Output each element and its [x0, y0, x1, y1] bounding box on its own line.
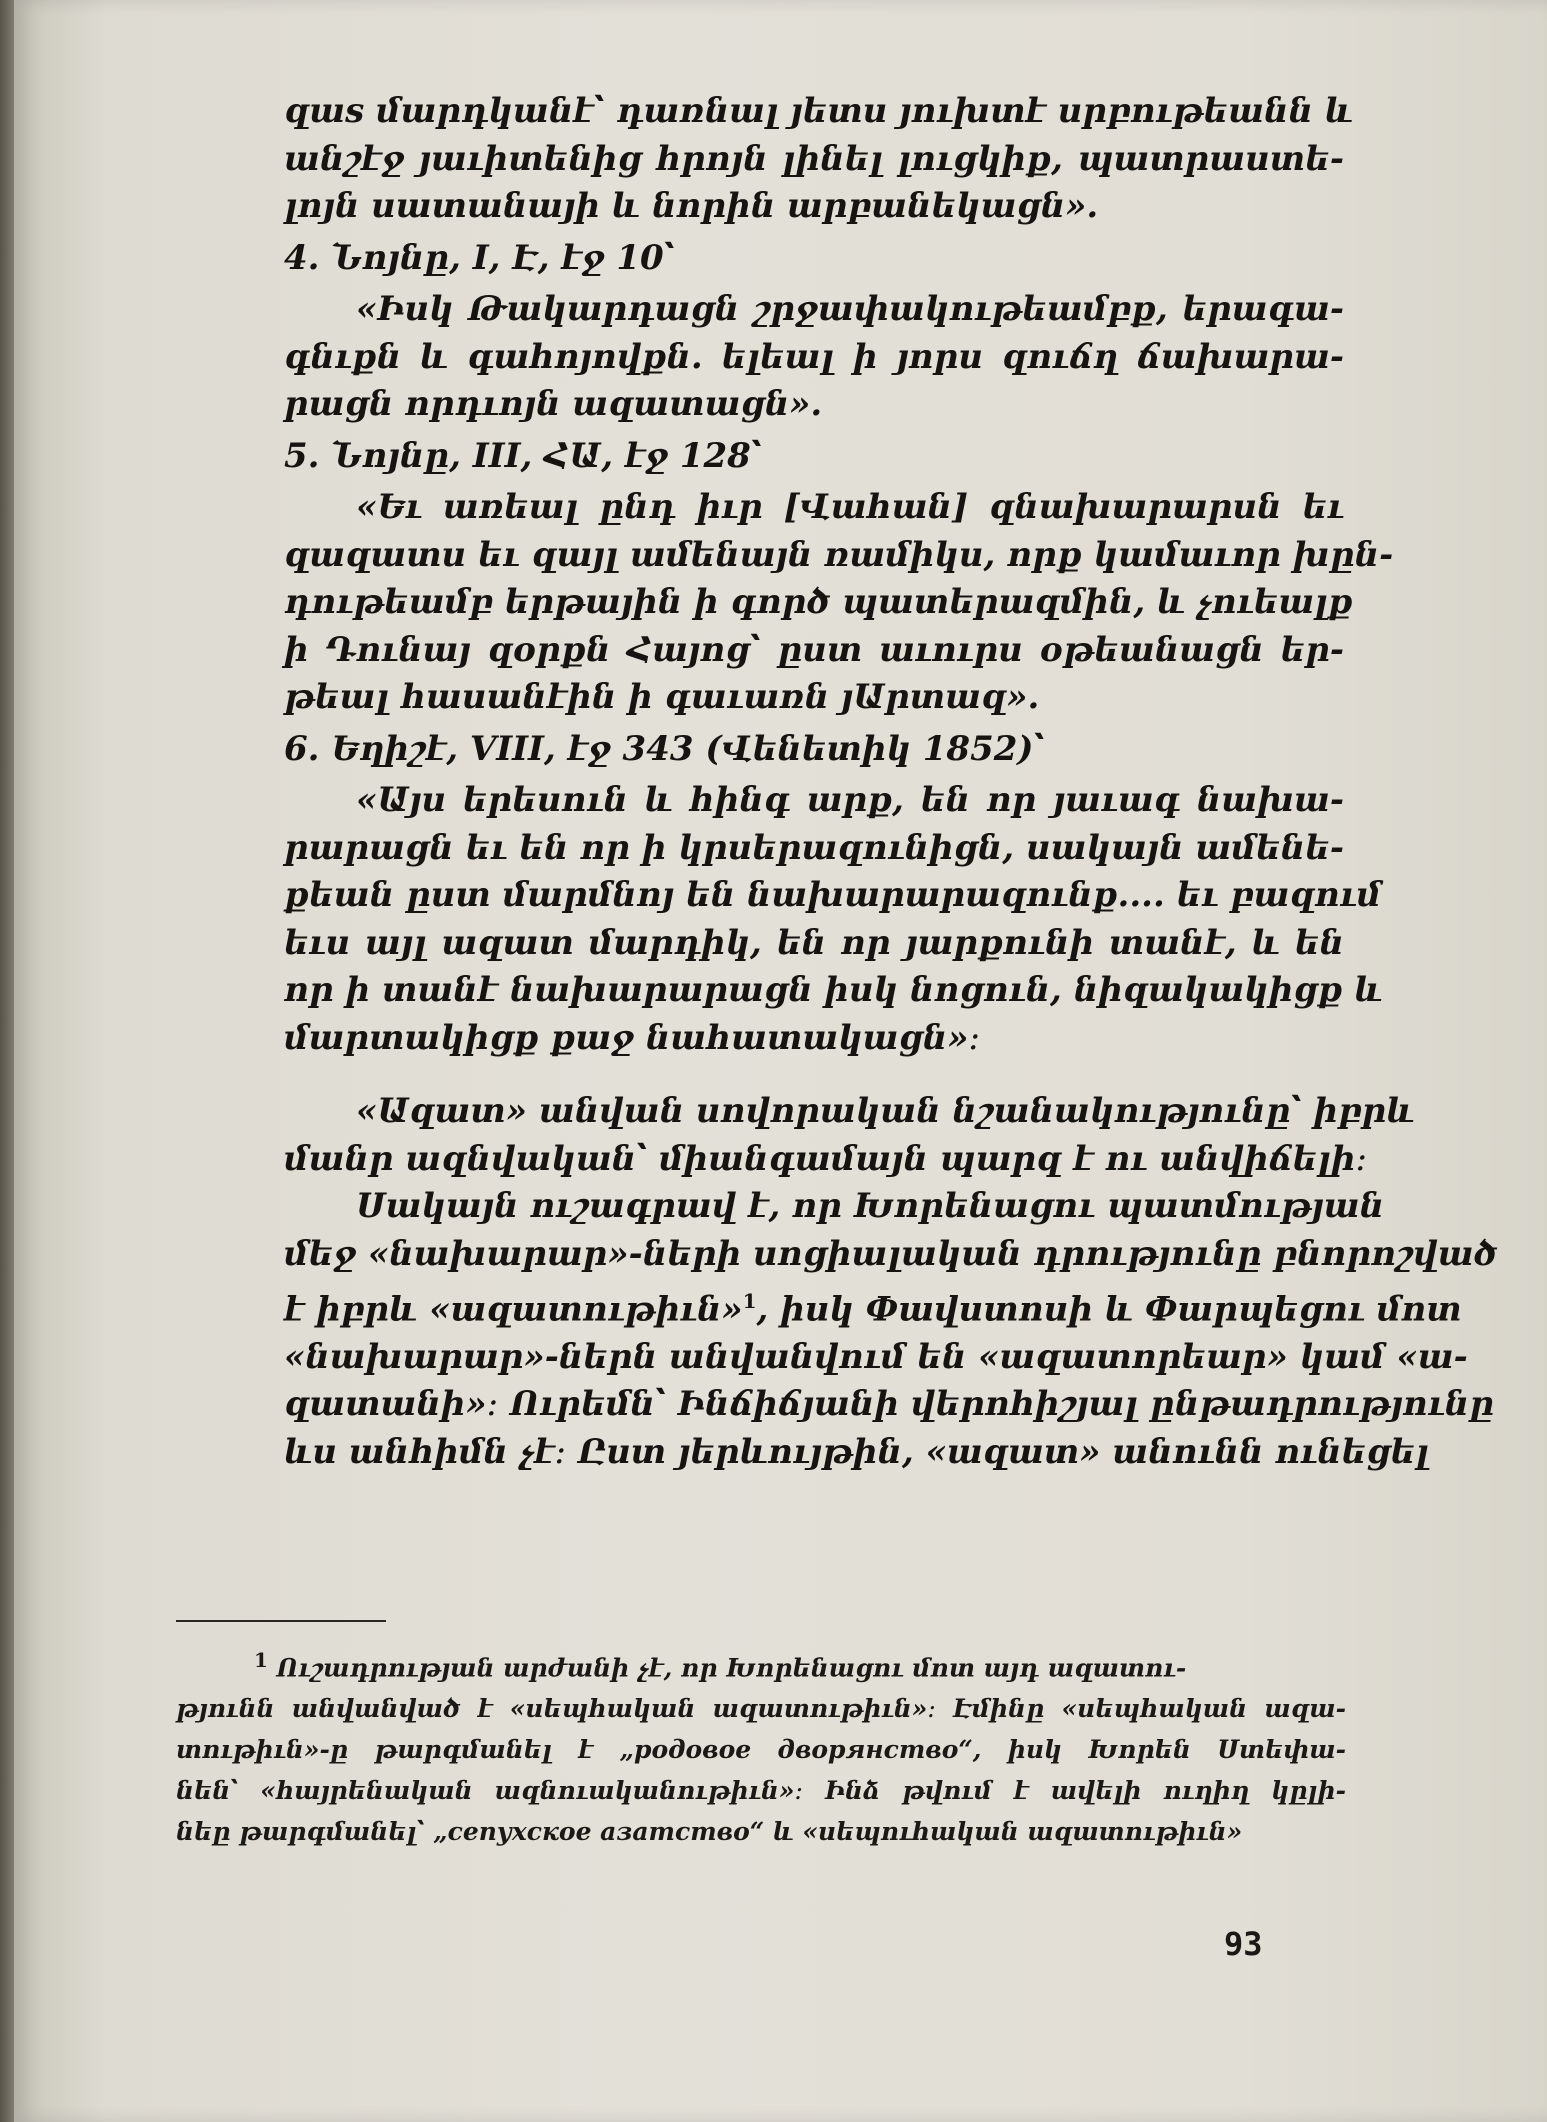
- paragraph-line: «Ազատ» անվան սովորական նշանակությունը՝ իբրև: [356, 1091, 1415, 1131]
- quote-line: որ ի տանէ նախարարացն իսկ նոցուն, նիզակակիցք և: [284, 970, 1383, 1010]
- footnote-line: նեն՝ «հայրենական ազնուականութիւն»։ Ինձ թվում է ավելի ուղիղ կըլի-: [176, 1776, 1346, 1806]
- quote-line: «Իսկ Թակարդացն շրջափակութեամբք, երագա-: [356, 289, 1344, 329]
- quote-line: «Եւ առեալ ընդ իւր [Վահան] զնախարարսն եւ: [356, 487, 1344, 527]
- text-line: զաs մարդկանէ՝ դառնալ յետս յուխտէ սրբութեանն և: [284, 91, 1354, 131]
- text-line: անշէջ յաւիտենից հրոյն լինել լուցկիք, պատրաստե-: [284, 138, 1344, 179]
- paragraph-line: մանր ազնվական՝ միանգամայն պարզ է ու անվիճելի։: [284, 1138, 1368, 1179]
- text-line: լոյն սատանայի և նորին արբանեկացն».: [284, 186, 1099, 226]
- main-text: [284, 88, 1498, 1476]
- quote-line: «Այս երեսուն և հինգ արք, են որ յաւագ նախա-: [356, 780, 1344, 820]
- citation-heading-4: 4. Նոյնը, I, Է, էջ 10՝: [284, 237, 675, 278]
- footnote-number: 1: [254, 1648, 268, 1672]
- paragraph-line: ևս անհիմն չէ։ Ըստ յերևույթին, «ազատ» անունն ունեցել: [284, 1431, 1429, 1472]
- quote-line: ի Դունայ զօրքն Հայոց՝ ըստ աւուրս օթեանացն եր-: [284, 629, 1344, 670]
- footnote-line: [176, 1640, 1346, 1688]
- paragraph-line: «նախարար»-ներն անվանվում են «ազատորեար» կամ «ա-: [284, 1336, 1468, 1377]
- quote-line: քեան ըստ մարմնոյ են նախարարազունք.... եւ բազում: [284, 875, 1382, 915]
- paragraph-line-end: , իսկ Փավստոսի և Փարպեցու մոտ: [756, 1289, 1462, 1330]
- quote-line: դութեամբ երթային ի գործ պատերազմին, և չուեալք: [284, 582, 1353, 622]
- quote-line: րացն որդւոյն ազատացն».: [284, 384, 823, 424]
- footnote-reference[interactable]: 1: [742, 1289, 757, 1313]
- quote-line: թեալ հասանէին ի գաւառն յԱրտազ».: [284, 677, 1040, 717]
- quote-line: մարտակիցք քաջ նահատակացն»։: [284, 1017, 981, 1058]
- footnote-line: նեը թարգմանել՝ „сепухское азатство“ և «սեպուհական ազատութիւն»: [176, 1817, 1243, 1847]
- paragraph-line: զատանի»։ Ուրեմն՝ Ինճիճյանի վերոհիշյալ ընթադրությունը: [284, 1384, 1495, 1425]
- footnote-line: թյունն անվանված է «սեպհական ազատութիւն»։ Էմինը «սեպհական ազա-: [176, 1694, 1346, 1724]
- quote-line: զազատս եւ զայլ ամենայն ռամիկս, որք կամաւոր խըն-: [284, 534, 1394, 575]
- section-gap: [284, 1062, 1344, 1088]
- paragraph-line-start: է իբրև «ազատութիւն»: [284, 1289, 743, 1330]
- paragraph-line: Սակայն ուշագրավ է, որ Խորենացու պատմության: [356, 1186, 1385, 1226]
- citation-heading-6: 6. Եղիշէ, VIII, էջ 343 (Վենետիկ 1852)՝: [284, 728, 1045, 769]
- footnote-block: [176, 1640, 1346, 1852]
- book-page: [14, 0, 1547, 2122]
- paragraph-line: մեջ «նախարար»-ների սոցիալական դրությունը բնորոշված: [284, 1233, 1498, 1274]
- footnote-line: տութիւն»-ը թարգմանել է „родовое дворянство“, իսկ Խորեն Ստեփա-: [176, 1735, 1346, 1765]
- footnote-divider: [176, 1620, 386, 1622]
- citation-heading-5: 5. Նոյնը, III, ՀԱ, էջ 128՝: [284, 435, 762, 476]
- page-number: 93: [1224, 1925, 1263, 1963]
- quote-line: րարացն եւ են որ ի կրսերազունիցն, սակայն ամենե-: [284, 827, 1344, 868]
- quote-line: եւս այլ ազատ մարդիկ, են որ յարքունի տանէ, և են: [284, 922, 1344, 963]
- paragraph-line-with-footnote: [284, 1278, 1462, 1334]
- footnote-line-text: Ուշադրության արժանի չէ, որ Խորենացու մոտ այդ ազատու-: [276, 1653, 1187, 1683]
- quote-line: գնւքն և գահոյովքն. ելեալ ի յորս զուճղ ճախարա-: [284, 336, 1344, 377]
